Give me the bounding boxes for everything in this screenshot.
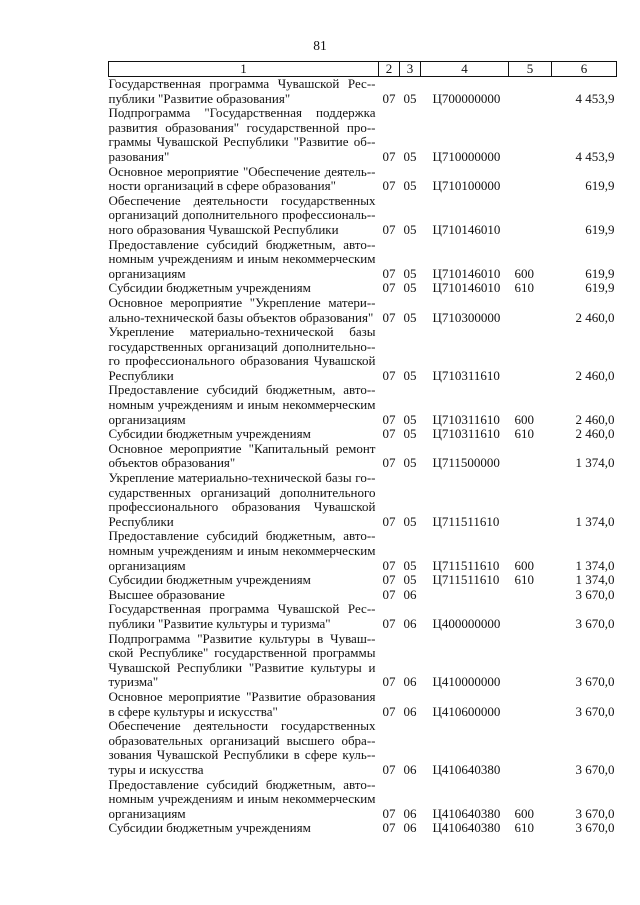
row-subsection: 05 <box>403 221 417 237</box>
row-name: Укрепление материально-технической базы государственных организаций дополнительно-го профессионального образования Чувашской Республики <box>108 324 376 383</box>
row-amount: 3 670,0 <box>575 586 615 602</box>
table-row <box>109 588 617 603</box>
row-amount: 619,9 <box>585 265 615 281</box>
row-target-code: Ц700000000 <box>432 90 501 106</box>
row-section: 07 <box>382 90 396 106</box>
table-row <box>109 77 617 107</box>
row-expense-type <box>509 106 552 164</box>
table-row <box>109 281 617 296</box>
row-name: Предоставление субсидий бюджетным, авто-номным учреждениям и иным некоммерческим организациям <box>108 528 376 573</box>
row-section: 07 <box>382 309 396 325</box>
row-name: Предоставление субсидий бюджетным, авто-номным учреждениям и иным некоммерческим организациям <box>108 382 376 427</box>
header-row <box>109 62 617 77</box>
row-target-code: Ц710146010 <box>432 280 501 296</box>
row-target-code: Ц710100000 <box>432 178 501 194</box>
row-target-code: Ц410640380 <box>432 805 501 821</box>
row-section: 07 <box>382 820 396 836</box>
table-body <box>109 77 617 836</box>
table-row <box>109 529 617 573</box>
row-subsection: 06 <box>403 674 417 690</box>
row-amount: 619,9 <box>585 280 615 296</box>
row-subsection: 05 <box>403 411 417 427</box>
row-section: 07 <box>382 221 396 237</box>
row-section: 07 <box>382 761 396 777</box>
row-name: Предоставление субсидий бюджетным, авто-номным учреждениям и иным некоммерческим организациям <box>108 236 376 281</box>
row-amount: 3 670,0 <box>575 615 615 631</box>
row-name: Субсидии бюджетным учреждениям <box>108 426 311 442</box>
row-subsection: 06 <box>403 615 417 631</box>
row-expense-type <box>509 471 552 529</box>
row-amount: 619,9 <box>585 178 615 194</box>
row-expense-type: 610 <box>514 572 534 588</box>
table-row <box>109 238 617 282</box>
row-amount: 1 374,0 <box>575 572 615 588</box>
table-row <box>109 471 617 529</box>
row-amount: 3 670,0 <box>575 820 615 836</box>
row-name: Высшее образование <box>108 586 225 602</box>
row-expense-type <box>509 296 552 325</box>
row-subsection: 05 <box>403 280 417 296</box>
table-row <box>109 325 617 383</box>
row-expense-type <box>509 442 552 471</box>
row-amount: 619,9 <box>585 221 615 237</box>
row-amount: 1 374,0 <box>575 455 615 471</box>
row-section: 07 <box>382 426 396 442</box>
row-name: Основное мероприятие "Капитальный ремонт объектов образования" <box>108 440 376 471</box>
row-subsection: 05 <box>403 148 417 164</box>
row-expense-type <box>509 325 552 383</box>
header-col-1: 1 <box>109 62 379 77</box>
row-subsection: 06 <box>403 703 417 719</box>
row-subsection: 05 <box>403 513 417 529</box>
row-name: Основное мероприятие "Укрепление матери-ально-технической базы объектов образования" <box>108 294 376 325</box>
row-target-code: Ц711511610 <box>432 557 500 573</box>
row-amount: 2 460,0 <box>575 367 615 383</box>
row-name: Государственная программа Чувашской Рес-публики "Развитие культуры и туризма" <box>108 601 376 631</box>
row-target-code: Ц410600000 <box>432 703 501 719</box>
row-target-code: Ц710311610 <box>432 367 500 383</box>
row-amount: 3 670,0 <box>575 674 615 690</box>
row-target-code: Ц710146010 <box>432 265 501 281</box>
row-subsection: 05 <box>403 557 417 573</box>
row-target-code: Ц710311610 <box>432 411 500 427</box>
row-subsection: 05 <box>403 178 417 194</box>
row-subsection: 05 <box>403 309 417 325</box>
header-col-3: 3 <box>400 62 421 77</box>
table-row <box>109 106 617 164</box>
table-header <box>109 62 617 77</box>
row-expense-type <box>509 602 552 631</box>
header-col-6: 6 <box>552 62 617 77</box>
row-name: Подпрограмма "Государственная поддержка развития образования" государственной про-граммы Чувашской Республики "Развитие об-разования" <box>108 105 376 164</box>
row-expense-type <box>509 588 552 603</box>
row-section: 07 <box>382 455 396 471</box>
header-col-2: 2 <box>379 62 400 77</box>
row-target-code: Ц711500000 <box>432 455 500 471</box>
row-target-code: Ц711511610 <box>432 513 500 529</box>
row-expense-type <box>509 690 552 719</box>
row-amount: 2 460,0 <box>575 309 615 325</box>
row-section: 07 <box>382 557 396 573</box>
row-section: 07 <box>382 586 396 602</box>
row-name: Обеспечение деятельности государственных организаций дополнительного профессиональ-ного образования Чувашской Республики <box>108 192 376 237</box>
row-expense-type: 600 <box>514 265 534 281</box>
row-section: 07 <box>382 280 396 296</box>
row-amount: 2 460,0 <box>575 411 615 427</box>
row-section: 07 <box>382 615 396 631</box>
table-row <box>109 383 617 427</box>
row-section: 07 <box>382 674 396 690</box>
row-expense-type: 600 <box>514 805 534 821</box>
row-subsection: 05 <box>403 90 417 106</box>
row-subsection: 05 <box>403 426 417 442</box>
row-name: Укрепление материально-технической базы го-сударственных организаций дополнительного профессионального образования Чувашской Республики <box>108 470 376 529</box>
row-target-code: Ц710000000 <box>432 148 501 164</box>
row-amount: 4 453,9 <box>575 148 615 164</box>
row-expense-type: 610 <box>514 426 534 442</box>
row-amount: 4 453,9 <box>575 90 615 106</box>
row-name: Субсидии бюджетным учреждениям <box>108 572 311 588</box>
header-col-4: 4 <box>421 62 509 77</box>
row-amount: 1 374,0 <box>575 557 615 573</box>
row-expense-type <box>509 165 552 194</box>
row-amount: 2 460,0 <box>575 426 615 442</box>
table-row <box>109 573 617 588</box>
row-target-code: Ц710146010 <box>432 221 501 237</box>
row-section: 07 <box>382 265 396 281</box>
table-row <box>109 194 617 238</box>
row-section: 07 <box>382 805 396 821</box>
row-name: Подпрограмма "Развитие культуры в Чуваш-ской Республике" государственной программы Чувашской Республики "Развитие культуры и туризма" <box>108 630 376 690</box>
table-row <box>109 719 617 777</box>
row-subsection: 06 <box>403 586 417 602</box>
table-row <box>109 296 617 325</box>
row-name: Субсидии бюджетным учреждениям <box>108 280 311 296</box>
row-expense-type <box>509 719 552 777</box>
row-section: 07 <box>382 513 396 529</box>
row-section: 07 <box>382 703 396 719</box>
row-target-code: Ц710300000 <box>432 309 501 325</box>
row-section: 07 <box>382 178 396 194</box>
header-col-5: 5 <box>509 62 552 77</box>
table-row <box>109 778 617 822</box>
row-name: Предоставление субсидий бюджетным, авто-номным учреждениям и иным некоммерческим организациям <box>108 776 376 821</box>
row-target-code <box>421 588 509 603</box>
row-expense-type <box>509 194 552 238</box>
table-row <box>109 427 617 442</box>
page-number: 81 <box>313 38 327 53</box>
row-subsection: 06 <box>403 805 417 821</box>
row-section: 07 <box>382 411 396 427</box>
table-row <box>109 690 617 719</box>
table-row <box>109 632 617 690</box>
row-name: Субсидии бюджетным учреждениям <box>108 820 311 836</box>
row-name: Основное мероприятие "Развитие образования в сфере культуры и искусства" <box>108 688 376 719</box>
row-name: Основное мероприятие "Обеспечение деятель-ности организаций в сфере образования" <box>108 163 376 194</box>
table-row <box>109 442 617 471</box>
table-row <box>109 602 617 631</box>
row-target-code: Ц410640380 <box>432 820 501 836</box>
row-target-code: Ц710311610 <box>432 426 500 442</box>
row-expense-type: 610 <box>514 820 534 836</box>
row-target-code: Ц711511610 <box>432 572 500 588</box>
row-expense-type <box>509 77 552 107</box>
row-target-code: Ц410640380 <box>432 761 501 777</box>
row-subsection: 06 <box>403 761 417 777</box>
row-expense-type <box>509 632 552 690</box>
row-section: 07 <box>382 148 396 164</box>
row-subsection: 06 <box>403 820 417 836</box>
row-amount: 1 374,0 <box>575 513 615 529</box>
row-amount: 3 670,0 <box>575 805 615 821</box>
row-name: Обеспечение деятельности государственных образовательных организаций высшего обра-зования Чувашской Республики в сфере куль-туры и искусства <box>108 718 376 777</box>
row-expense-type: 600 <box>514 557 534 573</box>
row-target-code: Ц400000000 <box>432 615 501 631</box>
row-amount: 3 670,0 <box>575 761 615 777</box>
row-target-code: Ц410000000 <box>432 674 501 690</box>
table-row <box>109 821 617 836</box>
row-amount: 3 670,0 <box>575 703 615 719</box>
row-subsection: 05 <box>403 265 417 281</box>
row-subsection: 05 <box>403 572 417 588</box>
row-section: 07 <box>382 367 396 383</box>
row-name: Государственная программа Чувашской Рес-публики "Развитие образования" <box>108 76 376 106</box>
row-expense-type: 610 <box>514 280 534 296</box>
row-expense-type: 600 <box>514 411 534 427</box>
row-subsection: 05 <box>403 367 417 383</box>
budget-table <box>108 61 617 836</box>
row-subsection: 05 <box>403 455 417 471</box>
table-row <box>109 165 617 194</box>
row-section: 07 <box>382 572 396 588</box>
